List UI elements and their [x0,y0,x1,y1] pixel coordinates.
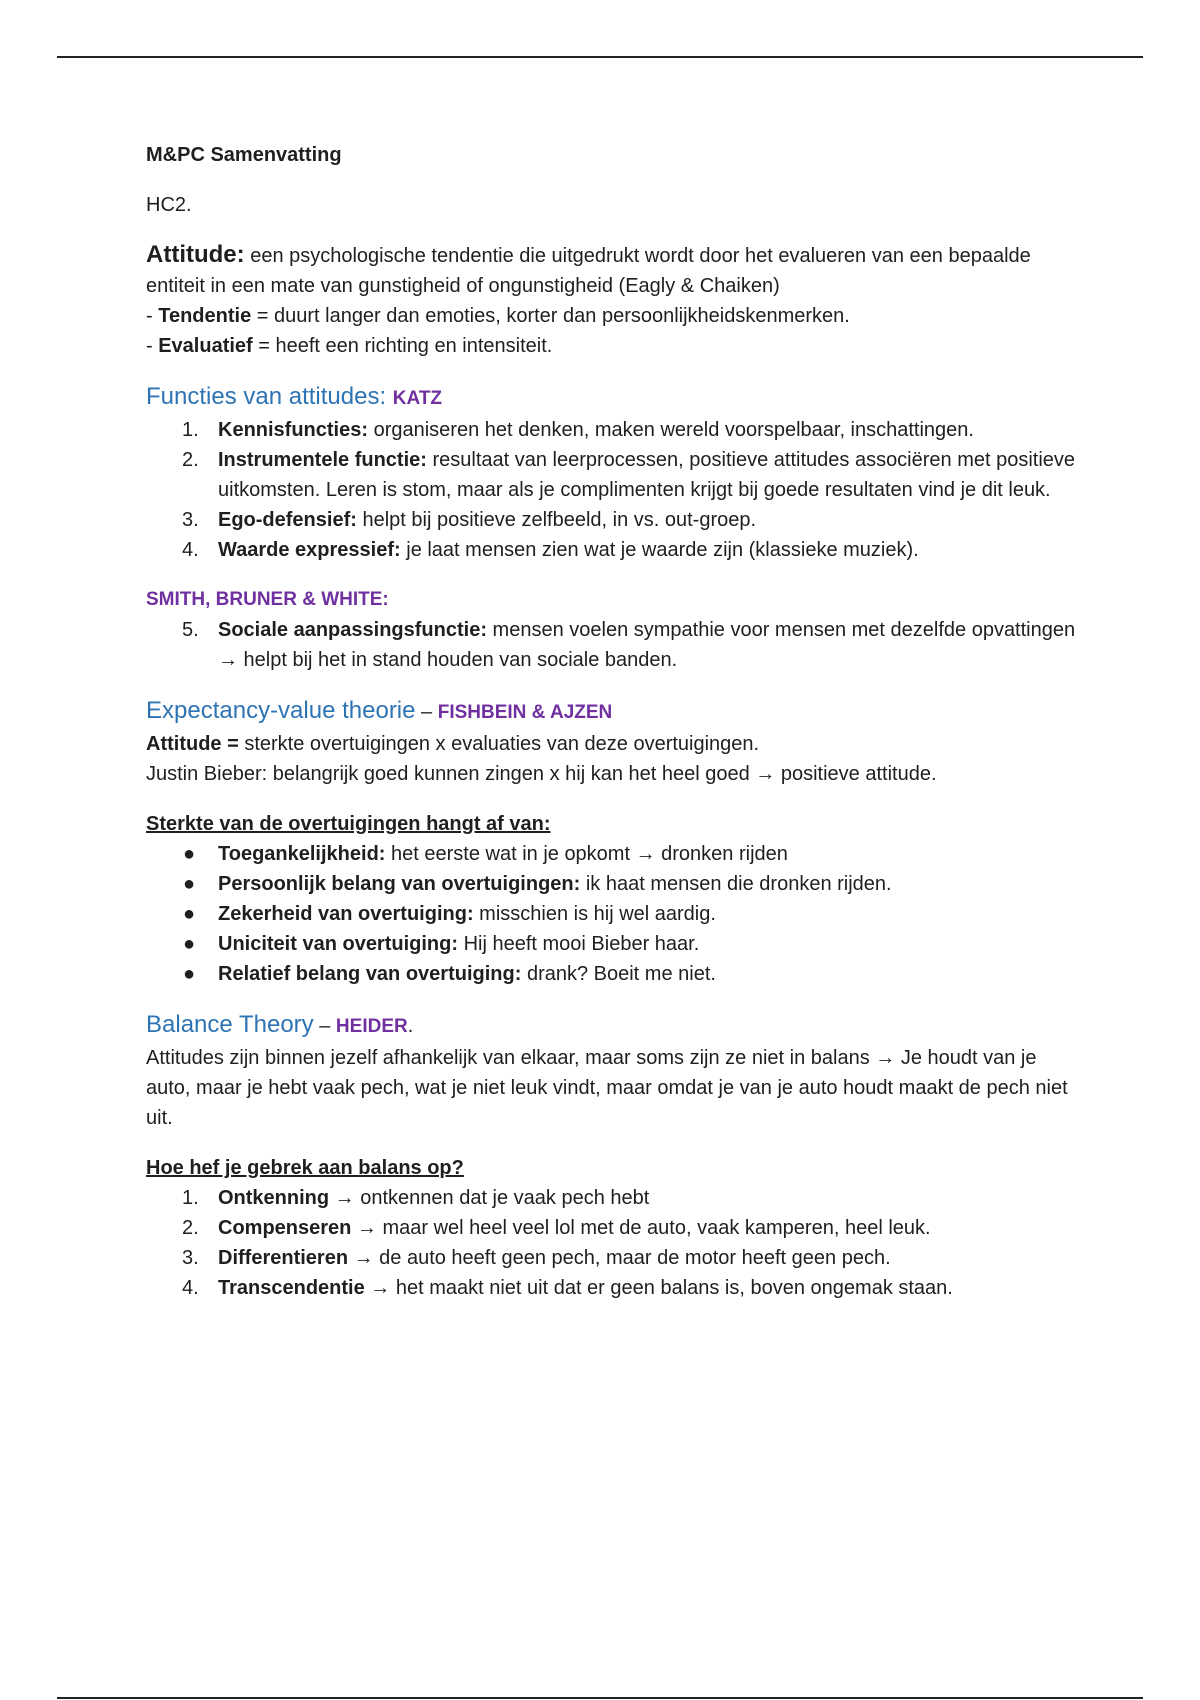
bullet-icon: ● [183,843,196,865]
list-item: 1. Ontkenning → ontkennen dat je vaak pech hebt [182,1187,650,1209]
expectancy-author: FISHBEIN & AJZEN [437,702,613,723]
list-item: 4. Transcendentie → het maakt niet uit dat er geen balans is, boven ongemak staan. [182,1277,953,1299]
top-rule [57,56,1143,58]
bullet-icon: ● [183,963,196,985]
expectancy-example: Justin Bieber: belangrijk goed kunnen zingen x hij kan het heel goed → positieve attitude. [146,763,937,785]
fix-list [146,1183,1086,1303]
bottom-rule [57,1697,1143,1699]
attitude-point: - Evaluatief = heeft een richting en intensiteit. [146,335,553,357]
strength-section [146,809,1086,989]
functions-list [146,415,1086,565]
balance-text: Attitudes zijn binnen jezelf afhankelijk van elkaar, maar soms zijn ze niet in balans → Je houdt van je auto, maar je hebt vaak pech, wat je niet leuk vindt, maar omdat je van je auto houdt maakt de pech niet uit. [146,1047,1068,1129]
bullet-icon: ● [183,903,196,925]
list-item: 2. Instrumentele functie: resultaat van leerprocessen, positieve attitudes associëren met positieve uitkomsten. Leren is stom, maar als je complimenten krijgt bij goede resultaten vind je dit leuk. [182,449,1076,501]
functions-section [146,381,1086,565]
fix-heading: Hoe hef je gebrek aan balans op? [146,1157,464,1179]
functions-heading: Functies van attitudes: KATZ [146,383,443,410]
smith-section [146,585,1086,675]
list-item: 2. Compenseren → maar wel heel veel lol met de auto, vaak kamperen, heel leuk. [182,1217,931,1239]
list-item: 1. Kennisfuncties: organiseren het denken, maken wereld voorspelbaar, inschattingen. [182,419,974,441]
list-item: ● Uniciteit van overtuiging: Hij heeft mooi Bieber haar. [146,929,1086,959]
expectancy-formula: Attitude = sterkte overtuigingen x evaluaties van deze overtuigingen. [146,733,760,755]
attitude-point: - Tendentie = duurt langer dan emoties, korter dan persoonlijkheidskenmerken. [146,305,850,327]
list-item: ● Relatief belang van overtuiging: drank? Boeit me niet. [146,959,1086,989]
strength-heading: Sterkte van de overtuigingen hangt af van: [146,813,551,835]
expectancy-heading: Expectancy-value theorie – FISHBEIN & AJZEN [146,697,613,724]
list-item: ● Toegankelijkheid: het eerste wat in je opkomt → dronken rijden [146,839,1086,869]
balance-heading: Balance Theory – HEIDER. [146,1011,414,1038]
attitude-section [146,240,1086,361]
list-item: 5. Sociale aanpassingsfunctie: mensen voelen sympathie voor mensen met dezelfde opvattingen → helpt bij het in stand houden van sociale banden. [182,619,1076,671]
document-body [146,140,1086,1323]
attitude-term: Attitude: [146,241,245,268]
list-item: ● Persoonlijk belang van overtuigingen: ik haat mensen die dronken rijden. [146,869,1086,899]
list-item: 4. Waarde expressief: je laat mensen zien wat je waarde zijn (klassieke muziek). [182,539,919,561]
list-item: ● Zekerheid van overtuiging: misschien is hij wel aardig. [146,899,1086,929]
fix-section [146,1153,1086,1303]
smith-list [146,615,1086,675]
list-item: 3. Ego-defensief: helpt bij positieve zelfbeeld, in vs. out-groep. [182,509,757,531]
strength-list [146,839,1086,989]
balance-section [146,1009,1086,1133]
attitude-definition: Attitude: een psychologische tendentie die uitgedrukt wordt door het evalueren van een bepaalde entiteit in een mate van gunstigheid of ongunstigheid (Eagly & Chaiken) [146,241,1031,297]
bullet-icon: ● [183,933,196,955]
expectancy-section [146,695,1086,789]
functions-author: KATZ [392,388,443,409]
bullet-icon: ● [183,873,196,895]
smith-author: SMITH, BRUNER & WHITE: [146,589,389,610]
document-title: M&PC Samenvatting [146,144,342,166]
balance-author: HEIDER [335,1016,408,1037]
lecture-label: HC2. [146,194,192,216]
list-item: 3. Differentieren → de auto heeft geen pech, maar de motor heeft geen pech. [182,1247,891,1269]
